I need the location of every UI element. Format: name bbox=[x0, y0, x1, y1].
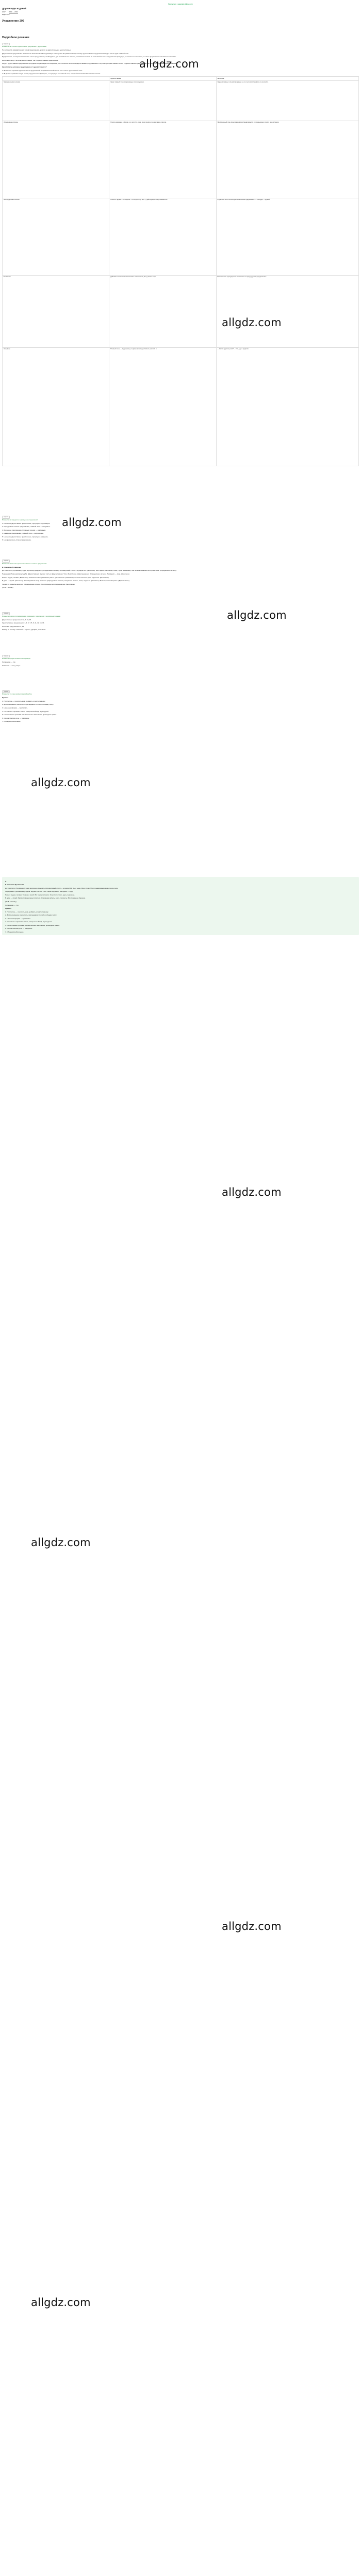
story-source: (По В. Пескову) bbox=[2, 586, 13, 589]
morph-item: 2. Другое значение: рассчитать, присоединяя что-либо к общему числу. bbox=[2, 703, 54, 706]
task-block-2 bbox=[2, 513, 359, 541]
morph-item: 1. Присчитать — посчитать ещё, добавить к подсчитанному. bbox=[2, 700, 45, 702]
task-block-4 bbox=[2, 609, 359, 631]
task-hint: Вспомните, как отличать односоставные предложения и двусоставные. bbox=[2, 46, 47, 48]
year-tab-2019-2022[interactable]: 2019 — 2022 bbox=[8, 11, 18, 13]
back-to-tasks-link[interactable]: Вернуться к задачам allgdz.com bbox=[168, 3, 193, 5]
table-cell-label: Неопределённо-личное bbox=[3, 198, 109, 275]
summary-source: (По В. Пескову) bbox=[5, 901, 17, 903]
summary-morph-heading: Присчет bbox=[5, 907, 12, 910]
answer-line: 6. Неопределённо-личное предложение. bbox=[2, 539, 31, 541]
answer-summary-box bbox=[2, 877, 359, 935]
watermark-logo: allgdz.com bbox=[222, 1920, 282, 1933]
task-hint: Вспомните, какие знаки препинания ставятся в сложных предложениях. bbox=[2, 563, 47, 565]
summary-morph-item: 6. Синтаксическая роль — сказуемое. bbox=[5, 927, 33, 930]
table-row bbox=[3, 121, 359, 198]
summary-morph-item: 1. Присчитать — посчитать ещё, добавить к подсчитанному. bbox=[5, 910, 48, 913]
summary-morph-item: 3. Начальная форма — присчитать. bbox=[5, 917, 31, 920]
watermark-logo: allgdz.com bbox=[227, 609, 287, 621]
solution-title: Подробное решение bbox=[2, 36, 29, 39]
story-paragraph: Перед нами Тургеневская усадьба. (Двусоставное). Шуршат листья. (Двусоставное). Тихо. (Безличное). Идём медленно. (Определённо-личное). Там вдали — пруд. (Неполное). bbox=[2, 573, 130, 575]
summary-label: II. bbox=[5, 880, 7, 883]
watermark-logo: allgdz.com bbox=[222, 1186, 282, 1198]
table-cell: Главный член — подлежащее, выраженное существительным в И. п. bbox=[109, 347, 216, 466]
year-tab-2017[interactable]: 2017 bbox=[2, 11, 6, 13]
table-cell: Глагол-сказуемое в форме 1-го или 2-го лица; лицо понятно по окончанию глагола. bbox=[109, 121, 216, 198]
summary-morph-item: 7. Общеупотребительное. bbox=[5, 930, 24, 933]
task-tag: Задание bbox=[2, 690, 10, 693]
table-cell-label: Грамматическая основа bbox=[3, 80, 109, 121]
intro-step: 2. Выделить грамматическую основу предложения. Проверить, не пропущен ли главный член, который восстанавливается из контекста. bbox=[2, 73, 101, 75]
comparison-table bbox=[2, 76, 359, 466]
table-cell-label: Назывное bbox=[3, 347, 109, 466]
word-meaning: Значение — «лес, роща». bbox=[2, 664, 21, 667]
summary-morph-item: 5. Непостоянные признаки: изъявительное наклонение, прошедшее время. bbox=[5, 924, 60, 926]
watermark-logo: allgdz.com bbox=[31, 2296, 91, 2309]
task-tag: Задание bbox=[2, 43, 10, 46]
summary-paragraph: Перед нами Тургеневская усадьба. Шуршат листья. Тихо. Идём медленно. Там вдали — пруд. bbox=[5, 890, 73, 893]
intro-paragraph: Предложение, в котором имеются все члены предложения, необходимые для понимания его смысла, называется полным. А если какой-то член предложения пропущен, но понятен из контекста, то такое предложение называется неполным. bbox=[2, 56, 176, 58]
table-cell: Один главный член (подлежащее или сказуемое). bbox=[109, 80, 216, 121]
table-cell-label: Безличное bbox=[3, 275, 109, 347]
morph-item: 7. Общеупотребительное. bbox=[2, 720, 21, 723]
exercise-title: Упражнение 296 bbox=[2, 20, 24, 23]
answer-line: 5. Неполное двусоставное предложение, пропущено сказуемое. bbox=[2, 535, 48, 538]
answer-line: 3. Безличное предложение с главным членом — сказуемым. bbox=[2, 529, 46, 531]
table-header-cell: Неполное bbox=[216, 77, 358, 81]
task-hint: Вспомните порядок синтаксического разбора. bbox=[2, 658, 31, 660]
morph-item: 6. Синтаксическая роль — сказуемое. bbox=[2, 717, 30, 719]
analysis-line: Неполные предложения: 5, 16. bbox=[2, 625, 24, 628]
story-paragraph: Уходим из усадьбы неохотно. (Определённо-личное). Хочется вернуться сюда ещё раз. (Безличное). bbox=[2, 583, 75, 585]
watermark-logo: allgdz.com bbox=[139, 58, 199, 70]
table-header-cell: Односоставное bbox=[109, 77, 216, 81]
task-hint: Вспомните, как определять вид и функцию предложений. bbox=[2, 519, 38, 521]
summary-paragraph: В доме — музей. Рассматриваем вещи писателя. Старинная мебель, книги, портреты. Всё сохранено бережно. bbox=[5, 897, 86, 900]
summary-word-example: Лутовиново — тур. bbox=[5, 904, 19, 906]
table-cell: Один из главных членов пропущен, но его легко восстановить по контексту. bbox=[216, 80, 358, 121]
other-years-title: Другие годы изданий bbox=[2, 7, 26, 10]
intro-paragraph: Двусоставное предложение обязательно включает в себя подлежащее и сказуемое. В грамматическую основу односоставного предложения входит только один главный член. bbox=[2, 52, 129, 55]
summary-paragraph: Пахнет мёдом, липами. Тишина и покой. Вот и дом писателя. Хочется постоять здесь подольше. bbox=[5, 893, 75, 896]
morph-heading: Присчет bbox=[2, 697, 9, 699]
word-example: Лутовиново — тур. bbox=[2, 661, 16, 664]
summary-paragraph: До Спасского (Лутовинова). Едем ещё вечер двадцать. Километровый столб — а рядом 303. Мы и едем. Рано утром. Мы останавливаемся на опушке леса. bbox=[5, 887, 118, 889]
analysis-line: Односоставные предложения: 1, 3, 4, 7, 8, 9, 11, 12, 13, 14. bbox=[2, 622, 45, 624]
table-cell: Глагол в форме 3-го лица мн. ч. или прош. вр. мн. ч.; действующее лицо неизвестно. bbox=[109, 198, 216, 275]
analysis-line: Двусоставные предложения: 2, 6, 10, 15. bbox=[2, 618, 31, 621]
table-row bbox=[3, 198, 359, 275]
summary-morph-item: 4. Постоянные признаки: глагол, совершенный вид, переходный. bbox=[5, 921, 52, 923]
table-cell: Пропущенный член предложения восстанавливается из предыдущего текста или ситуации. bbox=[216, 121, 358, 198]
task-hint: Вспомните правила постановки знаков препинания в предложениях с однородными членами. bbox=[2, 615, 61, 617]
task-tag: Задание bbox=[2, 612, 10, 615]
task-block-5 bbox=[2, 652, 359, 667]
morph-item: 4. Постоянные признаки: глагол, совершенный вид, переходный. bbox=[2, 710, 49, 713]
morph-item: 5. Непостоянные признаки: изъявительное наклонение, прошедшее время. bbox=[2, 714, 57, 716]
watermark-logo: allgdz.com bbox=[62, 516, 122, 529]
year-tabs bbox=[2, 11, 359, 16]
summary-heading: В Спасском-Лутовинове bbox=[5, 884, 24, 886]
table-cell-label: Определённо-личное bbox=[3, 121, 109, 198]
morph-item: 3. Начальная форма — присчитать. bbox=[2, 706, 28, 709]
task-tag: Задание bbox=[2, 516, 10, 519]
years-sub-link[interactable]: allgdz.com bbox=[2, 13, 10, 16]
watermark-logo: allgdz.com bbox=[31, 1536, 91, 1549]
intro-paragraph: По количеству грамматических основ предложения делятся на двусоставные и односоставные. bbox=[2, 49, 72, 52]
table-cell: — Кисом дорогие реки? — Там, где я родился. bbox=[216, 347, 358, 466]
analysis-line: Разбор по составу: спасский — корень, суффикс, окончание. bbox=[2, 629, 46, 631]
intro-step: 1. Вспомнить признаки односоставных предложений: в грамматической основе есть только один главный член. bbox=[2, 69, 83, 72]
intro-paragraph: Когда в двусоставном предложении пропущены подлежащее или сказуемое, оно считается неполным двусоставным предложением. В случае пропуска главного члена в односоставном предложении оно считается неполным односоставным. bbox=[2, 62, 177, 65]
task-block-6 bbox=[2, 687, 359, 722]
story-paragraph: В доме — музей. (Неполное). Рассматриваем вещи писателя. (Определённо-личное). Старинная мебель, книги, портреты. (Назывное). Всё сохранено бережно. (Двусоставное). bbox=[2, 580, 130, 582]
table-cell: Действие или состояние возникает само по себе, без участия лица. bbox=[109, 275, 216, 347]
table-header-cell bbox=[3, 77, 109, 81]
story-paragraph: Пахнет мёдом, липами. (Безличное). Тишина и покой. (Назывное). Вот и дом писателя. (Назывное). Хочется постоять здесь подольше. (Безличное). bbox=[2, 576, 109, 579]
watermark-logo: allgdz.com bbox=[222, 316, 282, 329]
summary-morph-item: 2. Другое значение: рассчитать, присоединяя что-либо к общему числу. bbox=[5, 914, 57, 917]
intro-paragraph: Неполными могут быть как двусоставные, так и односоставные предложения. bbox=[2, 59, 59, 61]
task-block-3 bbox=[2, 556, 359, 588]
table-cell: Восстановить пропущенный член можно по предыдущему предложению. bbox=[216, 275, 358, 347]
table-cell: В диалоге часто используются неполные предложения: — Ты куда? — Домой. bbox=[216, 198, 358, 275]
watermark-logo: allgdz.com bbox=[31, 776, 91, 789]
other-years-section bbox=[2, 7, 359, 15]
answer-line: 1. Неполное двусоставное предложение, пропущено подлежащее. bbox=[2, 522, 51, 524]
table-row bbox=[3, 80, 359, 121]
answer-line: 2. Определённо-личное предложение, главный член — сказуемое. bbox=[2, 526, 51, 528]
intro-question: Как отличить неполное предложение от односоставного? bbox=[2, 66, 47, 68]
table-row bbox=[3, 347, 359, 466]
table-row bbox=[3, 275, 359, 347]
answer-line: 4. Назывное предложение, главный член — подлежащее. bbox=[2, 532, 44, 535]
story-paragraph: До Спасского (Лутовинова). Едем ещё вечер двадцать. (Определённо-личное). Километровый столб — а рядом 303. (Неполное). Мы и едем. (Неполное). Рано утром. (Назывное). Мы останавливаемся на опушке леса. (Определённо-личное). bbox=[2, 569, 177, 572]
table-header-row bbox=[3, 77, 359, 81]
task-tag: Задание bbox=[2, 655, 10, 658]
story-heading: В Спасском-Лутовинове bbox=[2, 566, 21, 568]
task-hint: Вспомните, что такое морфологический разбор. bbox=[2, 693, 32, 696]
task-tag: Задание bbox=[2, 560, 10, 563]
